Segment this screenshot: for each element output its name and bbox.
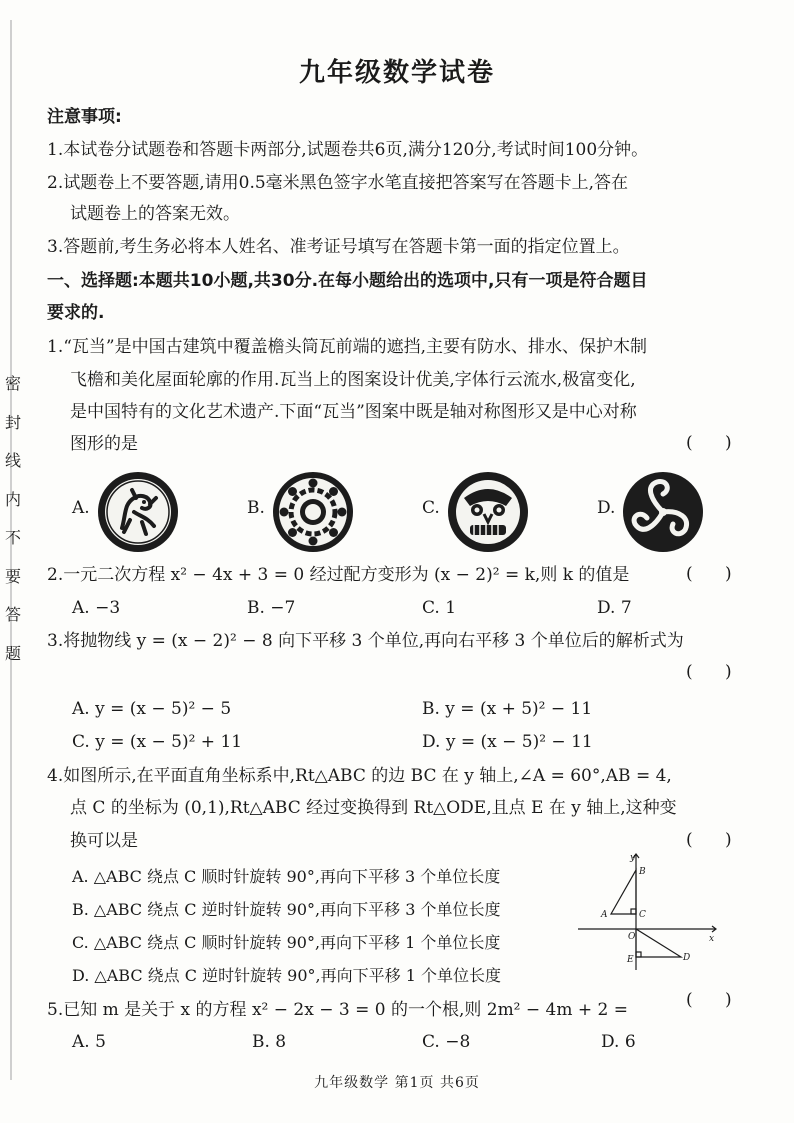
notice-heading: 注意事项: [47,107,122,127]
q1-option-c [422,470,592,550]
q3-option-d: D. y = (x − 5)² − 11 [422,732,593,752]
q3-option-c: C. y = (x − 5)² + 11 [72,732,243,752]
page-title: 九年级数学试卷 [298,58,495,88]
label-c: C [639,910,646,920]
q1-option-a [72,470,242,550]
label-a: A [601,910,608,920]
q4-option-d: D. △ABC 绕点 C 逆时针旋转 90°,再向下平移 1 个单位长度 [72,966,501,985]
q2-stem: 2.一元二次方程 x² − 4x + 3 = 0 经过配方变形为 (x − 2)² = k,则 k 的值是 [47,565,630,585]
q4-stem-line2: 点 C 的坐标为 (0,1),Rt△ABC 经过变换得到 Rt△ODE,且点 E 在 y 轴上,这种变 [70,798,677,818]
q3-answer-blank: ( ) [686,662,732,682]
page-footer: 九年级数学 第1页 共6页 [314,1075,480,1091]
q1-option-b-label: B. [247,498,265,518]
q1-stem-line1: 1.“瓦当”是中国古建筑中覆盖檐头筒瓦前端的遮挡,主要有防水、排水、保护木制 [47,337,648,357]
q2-option-c: C. 1 [422,598,457,618]
section-heading-cont: 要求的. [47,303,105,323]
q5-option-b: B. 8 [252,1032,287,1052]
label-y: y [630,853,636,863]
q4-option-b: B. △ABC 绕点 C 逆时针旋转 90°,再向下平移 3 个单位长度 [72,900,501,919]
q1-option-d-label: D. [597,498,616,518]
q2-option-d: D. 7 [597,598,632,618]
q2-option-b: B. −7 [247,598,296,618]
label-o: O [628,932,636,942]
q4-stem-line1: 4.如图所示,在平面直角坐标系中,Rt△ABC 的边 BC 在 y 轴上,∠A = 60°,AB = 4, [47,766,672,786]
q5-option-d: D. 6 [601,1032,636,1052]
q3-option-a: A. y = (x − 5)² − 5 [72,699,232,719]
triangle-ode [636,929,681,957]
section-heading: 一、选择题:本题共10小题,共30分.在每小题给出的选项中,只有一项是符合题目 [47,271,648,291]
q1-option-a-label: A. [72,498,90,518]
q5-option-c: C. −8 [422,1032,471,1052]
notice-item-3: 3.答题前,考生务必将本人姓名、准考证号填写在答题卡第一面的指定位置上。 [47,237,630,257]
label-b: B [639,867,646,877]
q1-option-d [597,470,767,550]
notice-item-2-cont: 试题卷上的答案无效。 [70,204,240,224]
q1-stem-line4: 图形的是 [70,434,138,454]
q4-option-a: A. △ABC 绕点 C 顺时针旋转 90°,再向下平移 3 个单位长度 [72,867,501,886]
binding-note: 密 封 线 内 不 要 答 题 [4,374,21,663]
label-e: E [627,955,634,965]
q4-coordinate-figure [578,852,718,972]
q5-answer-blank: ( ) [686,990,732,1010]
label-d: D [683,953,691,963]
q4-option-c: C. △ABC 绕点 C 顺时针旋转 90°,再向下平移 1 个单位长度 [72,933,501,952]
q1-option-b [247,470,417,550]
q3-stem: 3.将抛物线 y = (x − 2)² − 8 向下平移 3 个单位,再向右平移 3 个单位后的解析式为 [47,631,684,651]
q3-option-b: B. y = (x + 5)² − 11 [422,699,593,719]
notice-item-2: 2.试题卷上不要答题,请用0.5毫米黑色签字水笔直接把答案写在答题卡上,答在 [47,173,629,193]
tile-beast-face-icon [446,470,530,554]
q5-option-a: A. 5 [72,1032,106,1052]
triangle-abc [611,870,636,914]
tile-cloud-icon [621,470,705,554]
q5-stem: 5.已知 m 是关于 x 的方程 x² − 2x − 3 = 0 的一个根,则 2m² − 4m + 2 = [47,1000,629,1020]
q2-answer-blank: ( ) [686,564,732,584]
notice-item-1: 1.本试卷分试题卷和答题卡两部分,试题卷共6页,满分120分,考试时间100分钟。 [47,140,649,160]
q4-stem-line3: 换可以是 [70,831,138,851]
q1-answer-blank: ( ) [686,433,732,453]
tile-dragon-icon [96,470,180,554]
q4-answer-blank: ( ) [686,830,732,850]
tile-flower-icon [271,470,355,554]
label-x: x [709,934,715,944]
q1-stem-line3: 是中国特有的文化艺术遗产.下面“瓦当”图案中既是轴对称图形又是中心对称 [70,402,637,422]
q1-stem-line2: 飞檐和美化屋面轮廓的作用.瓦当上的图案设计优美,字体行云流水,极富变化, [70,370,636,390]
q2-option-a: A. −3 [72,598,121,618]
q1-option-c-label: C. [422,498,440,518]
